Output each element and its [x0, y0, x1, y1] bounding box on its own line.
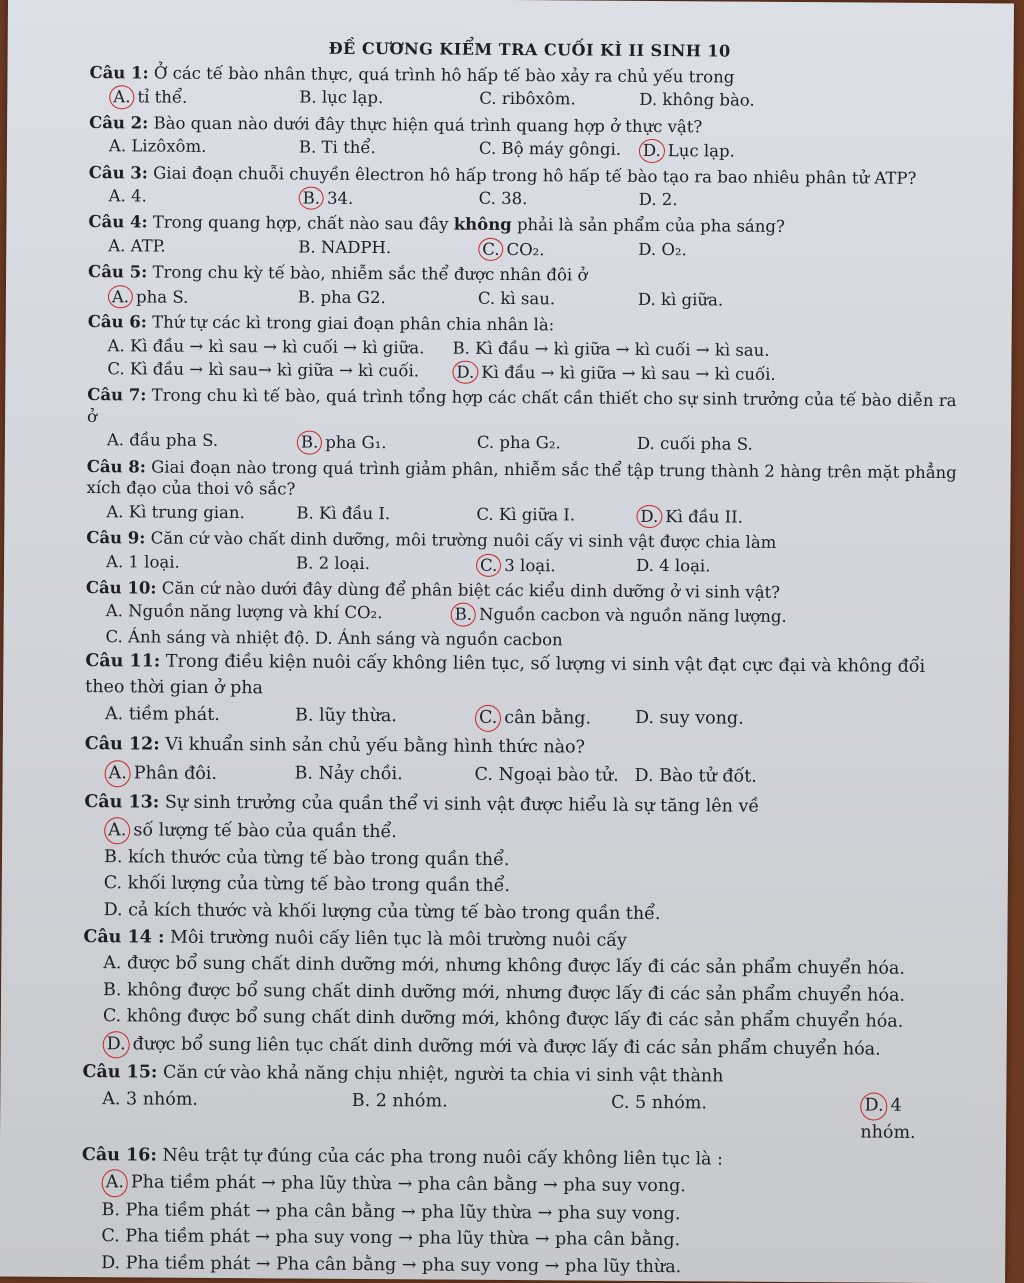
option-d: D. O₂. [638, 239, 687, 260]
option-d: D. Bào tử đốt. [634, 765, 757, 787]
option-c: C. kì sau. [477, 288, 556, 309]
answer-circle: A. [108, 285, 133, 309]
answer-circle: D. [103, 1031, 130, 1059]
option-d: D. Pha tiềm phát → Pha cân bằng → pha suy vong → pha lũy thừa. [101, 1252, 682, 1277]
option-d: D. Lục lạp. [639, 139, 735, 163]
option-b: B. Ti thể. [298, 137, 376, 158]
option-d: D. không bào. [639, 90, 755, 110]
answer-circle: D. [639, 139, 665, 163]
question-1: Câu 1: Ở các tế bào nhân thực, quá trình hô hấp tế bào xảy ra chủ yếu trong [89, 62, 735, 87]
option-c: C. CO₂. [478, 238, 638, 263]
option-d: D. Kì đầu → kì giữa → kì sau → kì cuối. [452, 361, 775, 387]
option-d: D. được bổ sung liên tục chất dinh dưỡng mới và được lấy đi các sản phẩm chuyển hóa. [83, 1031, 963, 1065]
option-a: A. Kì trung gian. [106, 501, 245, 522]
option-a: A. pha S. [108, 285, 298, 310]
answer-circle: B. [299, 187, 325, 211]
answer-circle: A. [102, 1170, 128, 1198]
option-a: A. Phân đôi. [104, 760, 294, 789]
option-c: C. Ánh sáng và nhiệt độ. [105, 627, 310, 648]
option-a: A. được bổ sung chất dinh dưỡng mới, nhưng không được lấy đi các sản phẩm chuyển hóa. [103, 953, 906, 980]
option-a: A. 1 loại. [106, 551, 180, 572]
option-b: B. pha G2. [297, 287, 386, 307]
option-c: C. 3 loại. [476, 553, 636, 578]
question-10: Câu 10: Căn cứ nào dưới đây dùng để phân biệt các kiểu dinh dưỡng ở vi sinh vật? [85, 578, 781, 602]
option-b: B. Kì đầu I. [296, 503, 391, 523]
option-c: C. không được bổ sung chất dinh dưỡng mới, không được lấy đi các sản phẩm chuyển hóa. [102, 1006, 904, 1032]
question-7: Câu 7: Trong chu kì tế bào, quá trình tổng hợp các chất cần thiết cho sự sinh trưởng của tế bào diễn ra ở [87, 385, 957, 427]
answer-circle: D. [452, 361, 478, 385]
answer-circle: D. [636, 505, 662, 529]
option-a: A. Lizôxôm. [108, 136, 207, 156]
option-a: A. 3 nhóm. [102, 1089, 199, 1111]
option-a: A. Nguồn năng lượng và khí CO₂. [105, 601, 383, 623]
answer-circle: B. [451, 603, 477, 627]
option-d: D. Kì đầu II. [636, 505, 743, 529]
option-d: D. kì giữa. [637, 289, 724, 310]
answer-circle: C. [476, 553, 501, 577]
option-a: A. tiềm phát. [104, 704, 220, 726]
option-d: D. 2. [638, 189, 678, 210]
answer-circle: A. [104, 817, 130, 845]
option-a: A. 4. [108, 186, 147, 206]
question-11-options [85, 701, 965, 737]
question-9-options [86, 550, 966, 582]
option-c: C. khối lượng của từng tế bào trong quần thể. [103, 873, 511, 897]
option-c: C. Bộ máy gôngi. [478, 138, 622, 159]
question-2-options [89, 134, 969, 166]
option-b: B. Nảy chồi. [294, 763, 403, 785]
question-6: Câu 6: Thứ tự các kì trong giai đoạn phân chia nhân là: [87, 312, 555, 335]
option-a: A. ATP. [108, 236, 166, 256]
option-a: A. đầu pha S. [106, 430, 219, 451]
question-8: Câu 8: Giai đoạn nào trong quá trình giảm phân, nhiễm sắc thể tập trung thành 2 hàng trên mặt phẳng xích đạo của thoi vô sắc? [86, 456, 957, 499]
option-b: B. NADPH. [298, 237, 392, 258]
option-a: A. số lượng tế bào của quần thể. [84, 817, 964, 851]
answer-circle: D. [860, 1093, 887, 1121]
question-5: Câu 5: Trong chu kỳ tế bào, nhiễm sắc thể được nhân đôi ở [88, 262, 588, 285]
question-4-options [88, 234, 968, 266]
option-b: B. không được bổ sung chất dinh dưỡng mới, nhưng được lấy đi các sản phẩm chuyển hóa. [103, 979, 906, 1006]
option-b: B. Pha tiềm phát → pha cân bằng → pha lũy thừa → pha suy vong. [101, 1199, 681, 1225]
exam-document [81, 37, 970, 1283]
option-c: C. ribôxôm. [479, 89, 576, 109]
answer-circle: C. [478, 238, 503, 262]
question-11: Câu 11: Trong điều kiện nuôi cấy không liên tục, số lượng vi sinh vật đạt cực đại và không đổi theo thời gian ở pha [85, 651, 926, 698]
option-c: C. cân bằng. [475, 705, 635, 733]
question-8-options [86, 500, 966, 532]
question-3: Câu 3: Giai đoạn chuỗi chuyền êlectron hô hấp trong hô hấp tế bào tạo ra bao nhiêu phân tử ATP? [88, 162, 917, 188]
option-c: C. 5 nhóm. [611, 1093, 708, 1114]
exam-title: ĐỀ CƯƠNG KIỂM TRA CUỐI KÌ II SINH 10 [328, 38, 731, 61]
option-b: B. kích thước của từng tế bào trong quần thể. [103, 847, 510, 870]
option-c: C. Pha tiềm phát → pha suy vong → pha lũy thừa → pha cân bằng. [101, 1226, 681, 1251]
option-d: D. cả kích thước và khối lượng của từng tế bào trong quần thể. [103, 899, 661, 924]
answer-circle: B. [297, 431, 323, 455]
option-d: D. Ánh sáng và nguồn cacbon [314, 628, 563, 650]
option-d: D. 4 nhóm. [860, 1093, 962, 1146]
question-3-options [89, 184, 969, 216]
option-b: B. lục lạp. [299, 87, 384, 108]
question-12: Câu 12: Vi khuẩn sinh sản chủ yếu bằng hình thức nào? [84, 734, 586, 758]
question-13: Câu 13: Sự sinh trưởng của quần thể vi sinh vật được hiểu là sự tăng lên về [84, 792, 760, 817]
option-d: D. suy vong. [634, 707, 744, 729]
answer-circle: A. [104, 760, 130, 788]
option-c: C. Ngoại bào tử. [474, 764, 619, 786]
option-c: C. pha G₂. [476, 433, 561, 453]
question-16: Câu 16: Nêu trật tự đúng của các pha trong nuôi cấy không liên tục là : [81, 1145, 724, 1170]
question-1-options [89, 84, 969, 116]
question-2: Câu 2: Bào quan nào dưới đây thực hiện quá trình quang hợp ở thực vật? [89, 112, 703, 137]
option-b: B. lũy thừa. [294, 705, 397, 727]
option-d: D. cuối pha S. [636, 434, 753, 455]
question-9: Câu 9: Căn cứ vào chất dinh dưỡng, môi trường nuôi cấy vi sinh vật được chia làm [86, 528, 777, 552]
option-b: B. 2 nhóm. [351, 1091, 448, 1112]
question-5-options [88, 284, 968, 316]
option-d: D. 4 loại. [635, 555, 711, 575]
question-6-options-row2 [87, 357, 967, 389]
option-c: C. Kì đầu → kì sau→ kì giữa → kì cuối. [107, 359, 420, 381]
question-15-options [82, 1086, 962, 1147]
option-b: B. pha G₁. [297, 431, 477, 456]
option-b: B. 34. [299, 187, 479, 212]
question-12-options [84, 759, 964, 795]
question-7-options [87, 428, 967, 460]
option-b: B. 2 loại. [296, 553, 371, 573]
answer-circle: A. [109, 85, 134, 109]
option-c: C. Kì giữa I. [476, 504, 576, 525]
question-14: Câu 14 : Môi trường nuôi cấy liên tục là môi trường nuôi cấy [83, 927, 627, 951]
option-a: A. tỉ thể. [109, 85, 299, 110]
question-15: Câu 15: Căn cứ vào khả năng chịu nhiệt, người ta chia vi sinh vật thành [82, 1061, 724, 1087]
option-c: C. 38. [478, 188, 528, 209]
option-a: A. Kì đầu → kì sau → kì cuối → kì giữa. [107, 335, 425, 358]
option-a: A. Pha tiềm phát → pha lũy thừa → pha cân bằng → pha suy vong. [82, 1169, 962, 1203]
question-4: Câu 4: Trong quang hợp, chất nào sau đây không phải là sản phẩm của pha sáng? [88, 212, 785, 237]
answer-circle: C. [475, 705, 502, 733]
option-b: B. Kì đầu → kì giữa → kì cuối → kì sau. [452, 338, 770, 360]
option-b: B. Nguồn cacbon và nguồn năng lượng. [451, 603, 787, 629]
